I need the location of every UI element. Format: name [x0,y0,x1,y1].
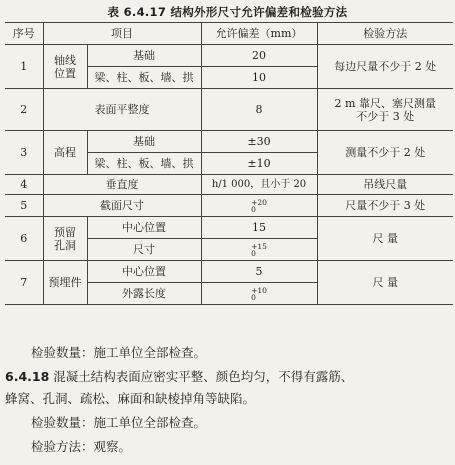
tolerance-table [5,22,453,305]
tolerance-stack [251,199,267,213]
tolerance-upper: +10 [251,285,267,295]
header-no: 序号 [5,23,43,45]
row-tolerance: ±10 [201,153,317,175]
row-tolerance: 10 [201,67,317,89]
clause-number: 6.4.18 [5,369,50,384]
row-item: 高程 [43,131,87,175]
header-method: 检验方法 [317,23,453,45]
row-subitem: 基础 [87,131,201,153]
row-method: 尺 量 [317,217,453,261]
inspection-quantity-text: 检验数量：施工单位全部检查。 [31,345,207,360]
row-subitem: 外露长度 [87,283,201,305]
tolerance-lower: 0 [251,204,256,214]
row-tolerance [201,239,317,261]
row-tolerance: 5 [201,261,317,283]
row-tolerance [201,195,317,217]
row-no: 5 [5,195,43,217]
row-subitem: 梁、柱、板、墙、拱 [87,67,201,89]
row-no: 7 [5,261,43,305]
table-row [5,45,453,67]
row-no: 2 [5,89,43,131]
row-subitem: 基础 [87,45,201,67]
row-tolerance: ±30 [201,131,317,153]
table-row [5,131,453,153]
header-row [5,23,453,45]
row-no: 4 [5,175,43,195]
clause-text-line1: 混凝土结构表面应密实平整、颜色均匀，不得有露筋、 [53,369,354,384]
row-method: 测量不少于 2 处 [317,131,453,175]
table-row [5,175,453,195]
clause-text-line2: 蜂窝、孔洞、疏松、麻面和缺棱掉角等缺陷。 [5,391,256,406]
inspection-quantity-text-2: 检验数量：施工单位全部检查。 [31,415,207,430]
row-tolerance: 20 [201,45,317,67]
row-item: 截面尺寸 [43,195,201,217]
header-tolerance: 允许偏差（mm） [201,23,317,45]
row-no: 3 [5,131,43,175]
row-item: 轴线位置 [43,45,87,89]
table-row [5,217,453,239]
table-row [5,89,453,131]
tolerance-lower: 0 [251,248,256,258]
row-subitem: 梁、柱、板、墙、拱 [87,153,201,175]
row-tolerance: 15 [201,217,317,239]
row-subitem: 中心位置 [87,261,201,283]
row-tolerance: h/1 000，且小于 20 [201,175,317,195]
tolerance-stack [251,287,267,301]
tolerance-stack [251,243,267,257]
clause-paragraph [5,369,453,385]
tolerance-upper: +15 [251,241,267,251]
row-method: 每边尺量不少于 2 处 [317,45,453,89]
row-subitem: 中心位置 [87,217,201,239]
row-no: 6 [5,217,43,261]
tolerance-upper: +20 [251,197,267,207]
row-method: 尺量不少于 3 处 [317,195,453,217]
inspection-method-text: 检验方法：观察。 [31,439,132,454]
table-row [5,195,453,217]
row-item: 表面平整度 [43,89,201,131]
header-item: 项目 [43,23,201,45]
row-tolerance [201,283,317,305]
row-no: 1 [5,45,43,89]
row-method: 2 m 靠尺、塞尺测量不少于 3 处 [317,89,453,131]
row-method: 吊线尺量 [317,175,453,195]
tolerance-lower: 0 [251,292,256,302]
row-item: 预留孔洞 [43,217,87,261]
table-row [5,261,453,283]
row-subitem: 尺寸 [87,239,201,261]
row-item: 垂直度 [43,175,201,195]
row-item: 预埋件 [43,261,87,305]
row-method: 尺 量 [317,261,453,305]
table-caption: 表 6.4.17 结构外形尺寸允许偏差和检验方法 [107,5,348,19]
row-tolerance: 8 [201,89,317,131]
